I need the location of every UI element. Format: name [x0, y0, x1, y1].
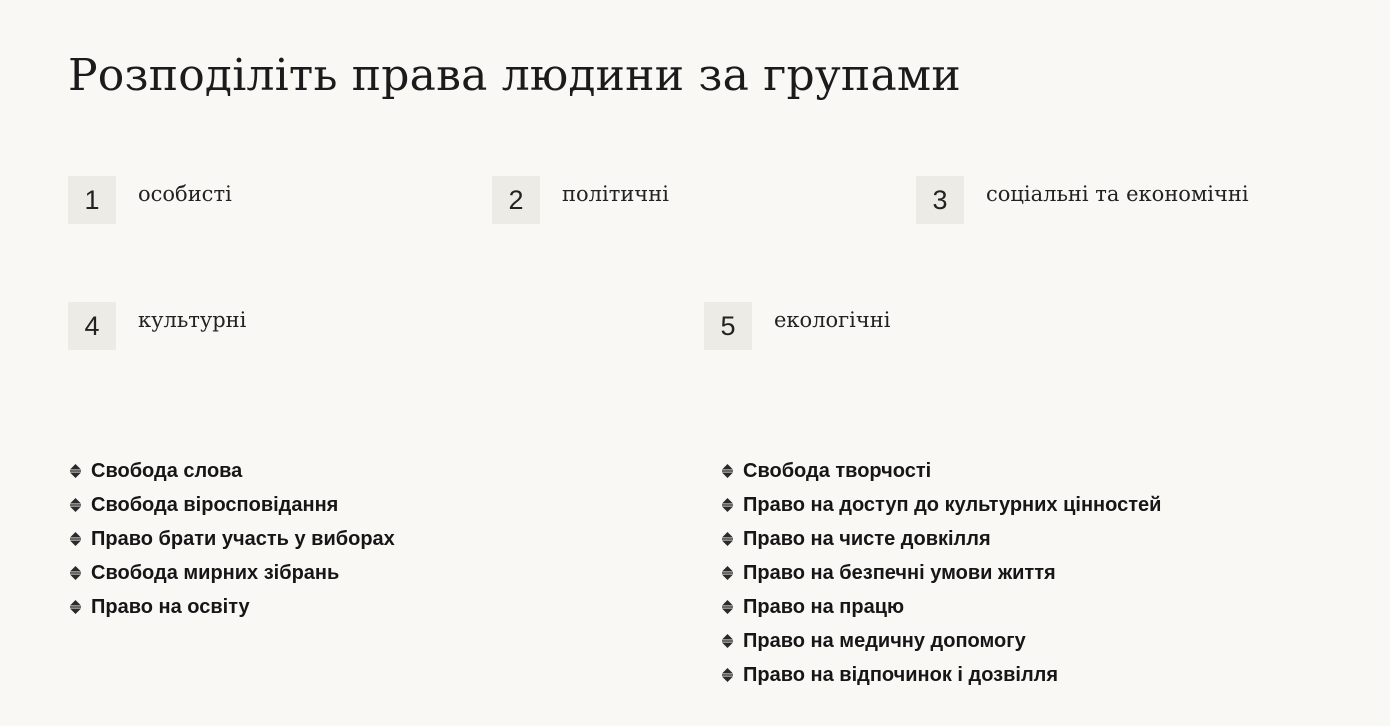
- group-label: особисті: [138, 182, 232, 206]
- item-label: Право на безпечні умови життя: [743, 562, 1056, 584]
- drag-handle-icon: [70, 566, 81, 580]
- draggable-item[interactable]: [70, 522, 395, 556]
- draggable-item[interactable]: [722, 454, 1161, 488]
- item-label: Право на медичну допомогу: [743, 630, 1026, 652]
- draggable-item[interactable]: [722, 556, 1161, 590]
- item-label: Право на освіту: [91, 596, 250, 618]
- draggable-item[interactable]: [722, 488, 1161, 522]
- drag-handle-icon: [722, 566, 733, 580]
- draggable-item[interactable]: [70, 488, 395, 522]
- drag-handle-icon: [70, 498, 81, 512]
- draggable-item[interactable]: [722, 522, 1161, 556]
- group-number-badge: 2: [492, 176, 540, 224]
- page-title: Розподіліть права людини за групами: [68, 50, 961, 101]
- draggable-item[interactable]: [70, 454, 395, 488]
- group-5-drop-zone[interactable]: [704, 302, 891, 350]
- item-label: Право на працю: [743, 596, 905, 618]
- group-number-badge: 3: [916, 176, 964, 224]
- draggable-item[interactable]: [722, 590, 1161, 624]
- group-label: політичні: [562, 182, 669, 206]
- group-label: культурні: [138, 308, 247, 332]
- draggable-item[interactable]: [70, 590, 395, 624]
- item-label: Право на відпочинок і дозвілля: [743, 664, 1059, 686]
- drag-handle-icon: [722, 668, 733, 682]
- drag-handle-icon: [722, 634, 733, 648]
- group-3-drop-zone[interactable]: [916, 176, 1249, 224]
- item-label: Свобода мирних зібрань: [91, 562, 340, 584]
- drag-handle-icon: [722, 600, 733, 614]
- item-label: Право на чисте довкілля: [743, 528, 991, 550]
- draggable-items-left: [70, 454, 395, 624]
- group-number-badge: 4: [68, 302, 116, 350]
- drag-handle-icon: [722, 498, 733, 512]
- draggable-item[interactable]: [722, 658, 1161, 692]
- item-label: Свобода віросповідання: [91, 494, 339, 516]
- group-2-drop-zone[interactable]: [492, 176, 669, 224]
- drag-handle-icon: [70, 600, 81, 614]
- item-label: Свобода творчості: [743, 460, 932, 482]
- item-label: Право брати участь у виборах: [91, 528, 395, 550]
- item-label: Право на доступ до культурних цінностей: [743, 494, 1162, 516]
- draggable-items-right: [722, 454, 1161, 692]
- group-label: екологічні: [774, 308, 891, 332]
- group-number-badge: 1: [68, 176, 116, 224]
- draggable-item[interactable]: [722, 624, 1161, 658]
- group-1-drop-zone[interactable]: [68, 176, 232, 224]
- group-number-badge: 5: [704, 302, 752, 350]
- drag-handle-icon: [722, 464, 733, 478]
- drag-handle-icon: [722, 532, 733, 546]
- item-label: Свобода слова: [91, 460, 243, 482]
- drag-handle-icon: [70, 532, 81, 546]
- group-4-drop-zone[interactable]: [68, 302, 246, 350]
- drag-handle-icon: [70, 464, 81, 478]
- draggable-item[interactable]: [70, 556, 395, 590]
- group-label: соціальні та економічні: [986, 182, 1249, 206]
